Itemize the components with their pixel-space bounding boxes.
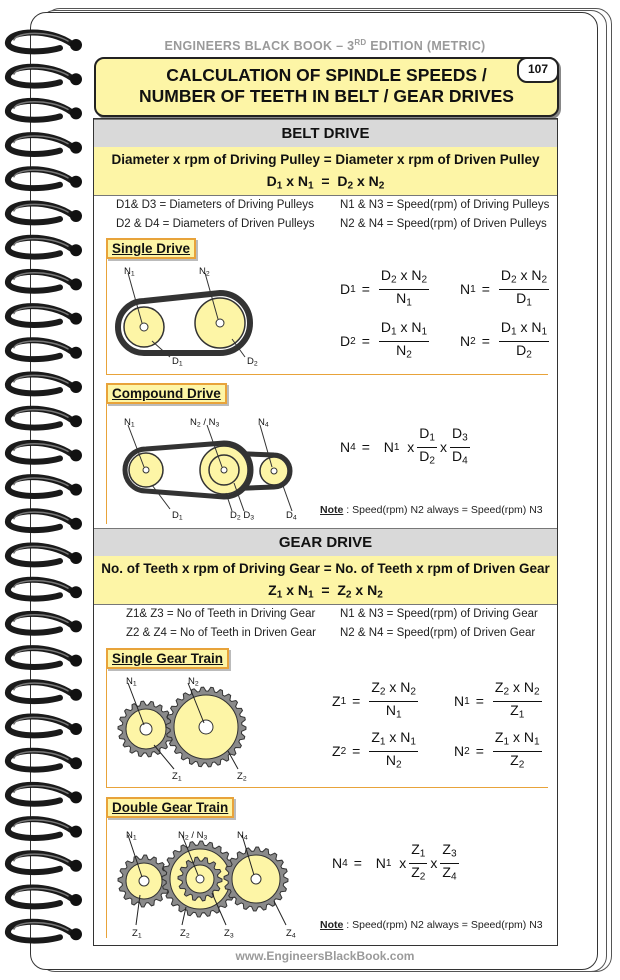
spiral-binding-icon [0,20,90,970]
d2-label: $D_2$ [247,356,258,368]
formula-d2: D 2 = $\frac{D_1 x N_1}{N_2}$ [340,319,428,361]
gear-n2-label: $N_2$ [188,676,199,688]
panel-border [106,404,107,524]
compound-d2d3-label: $D_2$ $D_3$ [230,510,254,522]
compound-n4-label: $N_4$ [258,417,269,429]
title-line-1: CALCULATION OF SPINDLE SPEEDS / [166,65,487,85]
content-panel [93,118,558,946]
page-title [96,65,557,107]
gear-legend-right-1: N1 & N3 = Speed(rpm) of Driving Gear [340,608,538,620]
formula-z1: Z 1 = $\frac{Z_2 x N_2}{N_1}$ [332,679,417,721]
single-gear-diagram [108,671,268,783]
belt-equation-symbols: $D_1$ x $N_1 = D_2$ x $N_2$ [266,173,385,192]
compound-drive-label: Compound Drive [106,383,227,404]
formula-n1: N 1 = $\frac{D_2 x N_2}{D_1}$ [460,267,548,309]
double-gear-train-label: Double Gear Train [106,797,234,818]
double-n1-label: $N_1$ [126,830,137,842]
title-line-2: NUMBER OF TEETH IN BELT / GEAR DRIVES [139,86,514,106]
gear-legend-left-2: Z2 & Z4 = No of Teeth in Driven Gear [126,627,316,639]
double-z1-label: $Z_1$ [132,928,142,940]
gear-n1-label: $N_1$ [126,676,137,688]
double-n2n3-label: $N_2 / N_3$ [178,830,208,842]
formula-n2: N 2 = $\frac{D_1 x N_1}{D_2}$ [460,319,548,361]
gear-z2-label: $Z_2$ [237,771,247,783]
title-box [94,57,559,117]
belt-legend-right-2: N2 & N4 = Speed(rpm) of Driven Pulleys [340,218,547,230]
book-header: ENGINEERS BLACK BOOK – 3RD EDITION (METRIC) [164,38,486,54]
formula-gear-n1: N 1 = $\frac{Z_2 x N_2}{Z_1}$ [454,679,540,721]
formula-n4-gear: N 4 = N 1 x $\frac{Z_1}{Z_2}$ x $\frac{Z_3}{Z_4}$ [332,841,457,883]
double-z4-label: $Z_4$ [286,928,296,940]
formula-n4-belt: N 4 = N 1 x $\frac{D_1}{D_2}$ x $\frac{D_3}{D_4}$ [340,425,468,467]
d1-label: $D_1$ [172,356,183,368]
single-drive-label: Single Drive [106,238,196,259]
belt-equation: Diameter x rpm of Driving Pulley = Diameter x rpm of Driven Pulley [111,152,540,167]
double-z3-label: $Z_3$ [224,928,234,940]
panel-border [106,818,107,938]
double-z2-label: $Z_2$ [180,928,190,940]
formula-gear-n2: N 2 = $\frac{Z_1 x N_1}{Z_2}$ [454,729,540,771]
panel-border [106,787,548,788]
belt-legend-left-2: D2 & D4 = Diameters of Driven Pulleys [116,218,315,230]
compound-d4-label: $D_4$ [286,510,297,522]
gear-equation-symbols: $Z_1$ x $N_1 = Z_2$ x $N_2$ [268,582,383,601]
panel-border [106,669,107,787]
gear-note: Note : Speed(rpm) N2 always = Speed(rpm) N3 [320,919,543,931]
belt-note: Note : Speed(rpm) N2 always = Speed(rpm) N3 [320,504,543,516]
gear-legend-right-2: N2 & N4 = Speed(rpm) of Driven Gear [340,627,536,639]
gear-equation-box [94,556,557,605]
formula-d1: D 1 = $\frac{D_2 x N_2}{N_1}$ [340,267,428,309]
single-belt-diagram [112,259,282,371]
gear-equation: No. of Teeth x rpm of Driving Gear = No. of Teeth x rpm of Driven Gear [101,561,550,576]
footer-url: www.EngineersBlackBook.com [235,949,415,963]
panel-border [106,259,107,374]
n2-label: $N_2$ [199,266,210,278]
belt-drive-heading: BELT DRIVE [94,119,557,148]
panel-border [106,374,548,375]
double-gear-diagram [108,829,308,933]
belt-legend-left-1: D1& D3 = Diameters of Driving Pulleys [116,199,314,211]
single-gear-train-label: Single Gear Train [106,648,229,669]
compound-d1-label: $D_1$ [172,510,183,522]
double-n4-label: $N_4$ [237,830,248,842]
gear-legend-left-1: Z1& Z3 = No of Teeth in Driving Gear [126,608,316,620]
n1-label: $N_1$ [124,266,135,278]
formula-z2: Z 2 = $\frac{Z_1 x N_1}{N_2}$ [332,729,417,771]
belt-equation-box [94,147,557,196]
page-number: 107 [517,57,559,83]
gear-z1-label: $Z_1$ [172,771,182,783]
compound-belt-diagram [112,419,312,529]
belt-legend-right-1: N1 & N3 = Speed(rpm) of Driving Pulleys [340,199,550,211]
gear-drive-heading: GEAR DRIVE [94,528,557,557]
compound-n2n3-label: $N_2 / N_3$ [190,417,220,429]
compound-n1-label: $N_1$ [124,417,135,429]
